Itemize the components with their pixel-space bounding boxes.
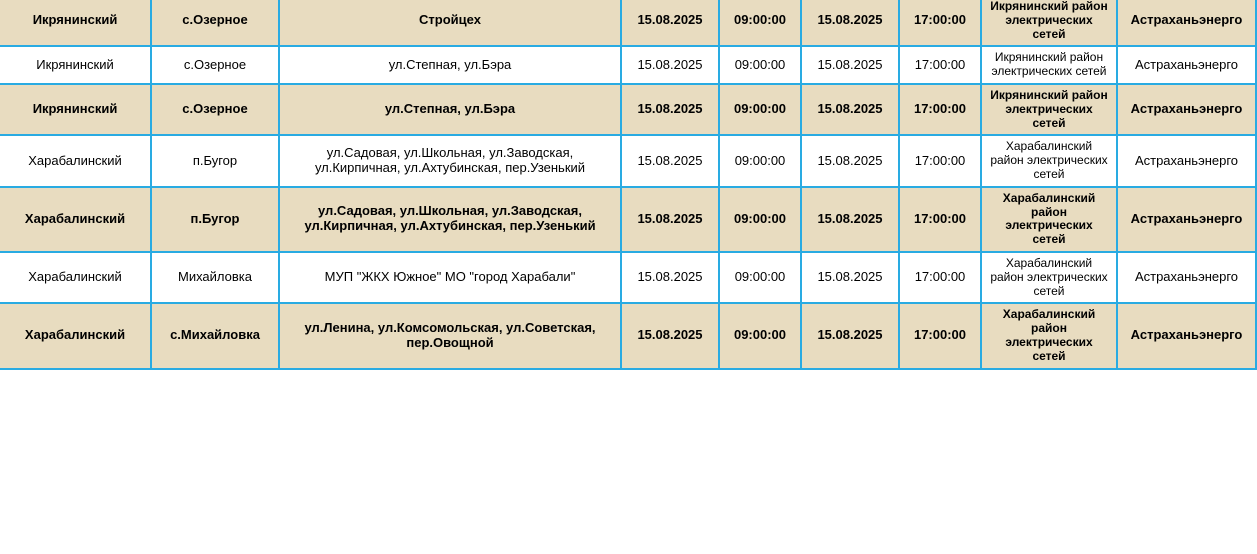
cell-settlement: с.Озерное xyxy=(151,84,279,135)
cell-network: Икрянинский район электрических сетей xyxy=(981,84,1117,135)
cell-time-from: 09:00:00 xyxy=(719,135,801,186)
cell-streets: ул.Степная, ул.Бэра xyxy=(279,84,621,135)
cell-time-from: 09:00:00 xyxy=(719,84,801,135)
table-row xyxy=(0,46,1256,84)
cell-date-from: 15.08.2025 xyxy=(621,252,719,303)
cell-date-to: 15.08.2025 xyxy=(801,46,899,84)
cell-date-to: 15.08.2025 xyxy=(801,84,899,135)
cell-company: Астраханьэнерго xyxy=(1117,252,1256,303)
cell-date-from: 15.08.2025 xyxy=(621,135,719,186)
cell-district: Харабалинский xyxy=(0,187,151,252)
table-row xyxy=(0,84,1256,135)
cell-date-to: 15.08.2025 xyxy=(801,303,899,368)
cell-time-to: 17:00:00 xyxy=(899,187,981,252)
cell-network: Харабалинский район электрических сетей xyxy=(981,187,1117,252)
cell-streets: ул.Садовая, ул.Школьная, ул.Заводская, ул.Кирпичная, ул.Ахтубинская, пер.Узенький xyxy=(279,187,621,252)
cell-company: Астраханьэнерго xyxy=(1117,135,1256,186)
cell-time-from: 09:00:00 xyxy=(719,187,801,252)
cell-date-to: 15.08.2025 xyxy=(801,252,899,303)
cell-streets: ул.Степная, ул.Бэра xyxy=(279,46,621,84)
cell-time-to: 17:00:00 xyxy=(899,84,981,135)
cell-company: Астраханьэнерго xyxy=(1117,84,1256,135)
cell-date-from: 15.08.2025 xyxy=(621,46,719,84)
table-row xyxy=(0,252,1256,303)
cell-settlement: с.Озерное xyxy=(151,0,279,46)
cell-date-from: 15.08.2025 xyxy=(621,187,719,252)
cell-streets: Стройцех xyxy=(279,0,621,46)
cell-time-from: 09:00:00 xyxy=(719,303,801,368)
cell-district: Икрянинский xyxy=(0,46,151,84)
cell-time-to: 17:00:00 xyxy=(899,135,981,186)
cell-district: Икрянинский xyxy=(0,0,151,46)
cell-network: Икрянинский район электрических сетей xyxy=(981,46,1117,84)
cell-streets: ул.Ленина, ул.Комсомольская, ул.Советская, пер.Овощной xyxy=(279,303,621,368)
cell-date-from: 15.08.2025 xyxy=(621,0,719,46)
cell-date-to: 15.08.2025 xyxy=(801,0,899,46)
cell-network: Харабалинский район электрических сетей xyxy=(981,303,1117,368)
cell-network: Харабалинский район электрических сетей xyxy=(981,252,1117,303)
cell-time-from: 09:00:00 xyxy=(719,0,801,46)
cell-date-to: 15.08.2025 xyxy=(801,135,899,186)
table-row xyxy=(0,0,1256,46)
cell-company: Астраханьэнерго xyxy=(1117,303,1256,368)
table-row xyxy=(0,135,1256,186)
cell-district: Харабалинский xyxy=(0,135,151,186)
cell-time-from: 09:00:00 xyxy=(719,252,801,303)
cell-company: Астраханьэнерго xyxy=(1117,187,1256,252)
cell-date-to: 15.08.2025 xyxy=(801,187,899,252)
cell-settlement: п.Бугор xyxy=(151,135,279,186)
cell-time-from: 09:00:00 xyxy=(719,46,801,84)
cell-network: Икрянинский район электрических сетей xyxy=(981,0,1117,46)
cell-settlement: п.Бугор xyxy=(151,187,279,252)
cell-time-to: 17:00:00 xyxy=(899,46,981,84)
cell-company: Астраханьэнерго xyxy=(1117,46,1256,84)
cell-time-to: 17:00:00 xyxy=(899,252,981,303)
cell-time-to: 17:00:00 xyxy=(899,0,981,46)
cell-district: Харабалинский xyxy=(0,303,151,368)
cell-date-from: 15.08.2025 xyxy=(621,303,719,368)
cell-district: Икрянинский xyxy=(0,84,151,135)
cell-date-from: 15.08.2025 xyxy=(621,84,719,135)
cell-network: Харабалинский район электрических сетей xyxy=(981,135,1117,186)
cell-streets: МУП "ЖКХ Южное" МО "город Харабали" xyxy=(279,252,621,303)
cell-settlement: Михайловка xyxy=(151,252,279,303)
cell-company: Астраханьэнерго xyxy=(1117,0,1256,46)
cell-district: Харабалинский xyxy=(0,252,151,303)
cell-streets: ул.Садовая, ул.Школьная, ул.Заводская, ул.Кирпичная, ул.Ахтубинская, пер.Узенький xyxy=(279,135,621,186)
cell-settlement: с.Михайловка xyxy=(151,303,279,368)
cell-time-to: 17:00:00 xyxy=(899,303,981,368)
cell-settlement: с.Озерное xyxy=(151,46,279,84)
table-row xyxy=(0,303,1256,368)
table-row xyxy=(0,187,1256,252)
